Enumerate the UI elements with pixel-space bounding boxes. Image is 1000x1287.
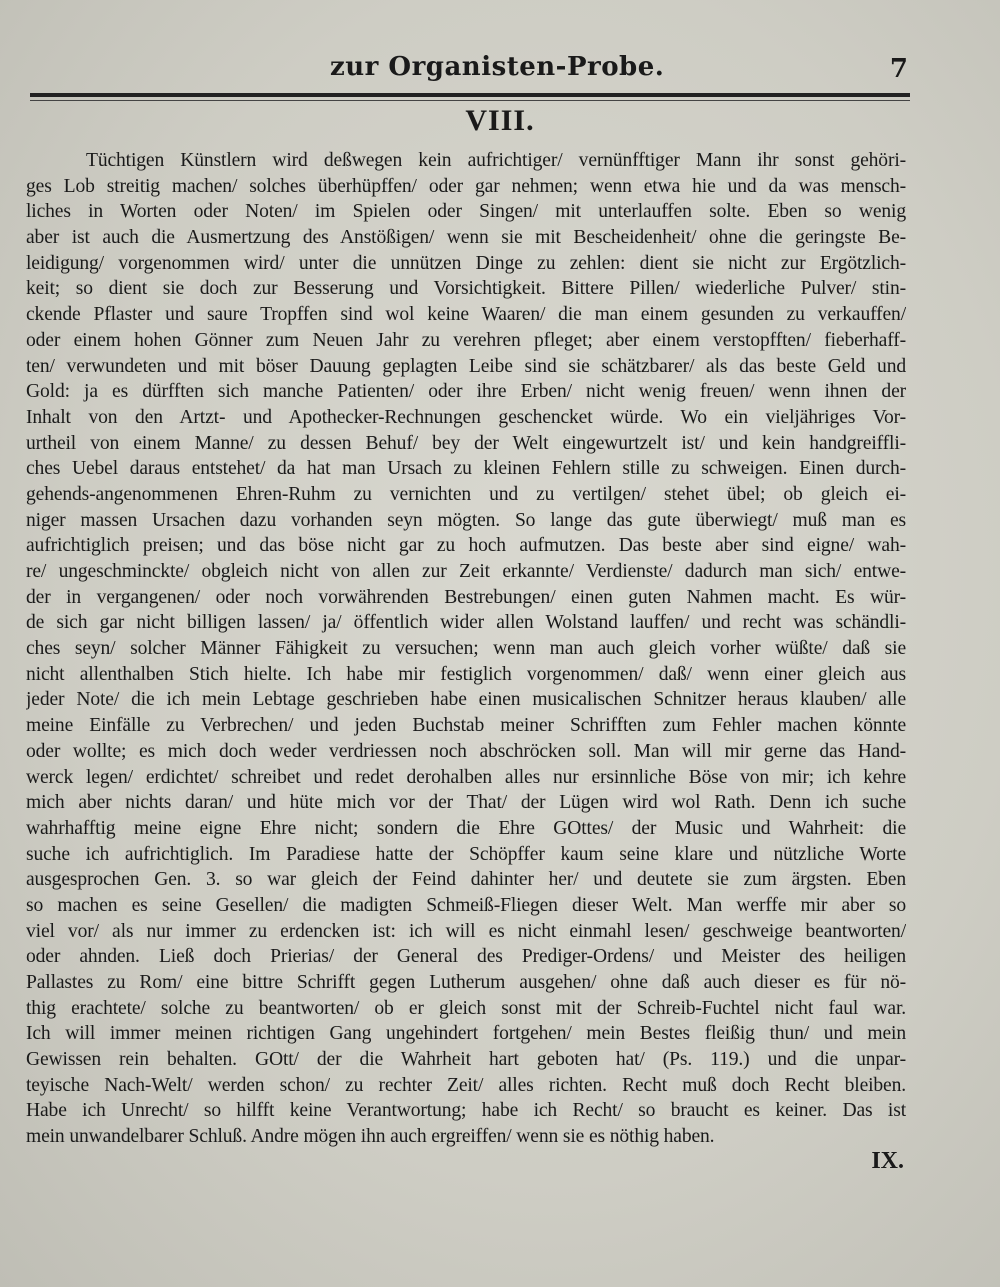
- running-title: zur Organisten-Probe.: [330, 52, 665, 82]
- text-line: meine Einfälle zu Verbrechen/ und jeden Buchstab meiner Schrifften zum Fehler machen könnte: [26, 715, 906, 737]
- text-line: nicht allenthalben Stich hielte. Ich habe mir festiglich vorgenommen/ daß/ wenn einer gleich aus: [26, 663, 906, 685]
- text-line: urtheil von einem Manne/ zu dessen Behuf/ bey der Welt eingewurtzelt ist/ und kein handgreiffli-: [26, 432, 906, 454]
- catchword: IX.: [871, 1148, 904, 1174]
- text-line: keit; so dient sie doch zur Besserung und Vorsichtigkeit. Bittere Pillen/ wiederliche Pulver/ stin-: [26, 278, 906, 300]
- text-line: ches Uebel daraus entstehet/ da hat man Ursach zu kleinen Fehlern stille zu schweigen. Einen durch-: [26, 458, 906, 480]
- text-line: leidigung/ vorgenommen wird/ unter die unnützen Dinge zu zehlen: dient sie nicht zur Ergötzlich-: [26, 252, 906, 274]
- text-line: gehends-angenommenen Ehren-Ruhm zu vernichten und zu vertilgen/ stehet übel; ob gleich ei-: [26, 483, 906, 505]
- page-header: [0, 50, 1000, 90]
- text-line: ches seyn/ solcher Männer Fähigkeit zu versuchen; wenn man auch gleich vorher wüßte/ daß sie: [26, 638, 906, 660]
- body-text: [26, 148, 906, 1150]
- text-line: ausgesprochen Gen. 3. so war gleich der Feind dahinter her/ und deutete sie zum ärgsten. Eben: [26, 869, 906, 891]
- text-line: teyische Nach-Welt/ werden schon/ zu rechter Zeit/ alles richten. Recht muß doch Recht bleiben.: [26, 1074, 906, 1096]
- text-line: jeder Note/ die ich mein Lebtage geschrieben habe einen musicalischen Schnitzer heraus klauben/ alle: [26, 689, 906, 711]
- text-line: Gold: ja es dürfften sich manche Patienten/ oder ihre Erben/ nicht wenig freuen/ wenn ihnen der: [26, 381, 906, 403]
- text-line: Tüchtigen Künstlern wird deßwegen kein aufrichtiger/ vernünfftiger Mann ihr sonst gehöri-: [86, 150, 906, 171]
- text-line: de sich gar nicht billigen lassen/ ja/ öffentlich wider allen Wolstand lauffen/ und recht was schändli-: [26, 612, 906, 634]
- page-number: 7: [889, 54, 908, 84]
- section-title: VIII.: [465, 104, 535, 137]
- text-line: oder ahnden. Ließ doch Prierias/ der General des Prediger-Ordens/ und Meister des heiligen: [26, 946, 906, 968]
- text-line: Pallastes zu Rom/ eine bittre Schrifft gegen Lutherum ausgehen/ ohne daß auch dieser es für nö-: [26, 972, 906, 993]
- text-line: aufrichtiglich preisen; und das böse nicht gar zu hoch aufmutzen. Das beste aber sind eigne/ wah-: [26, 535, 906, 557]
- text-line: liches in Worten oder Noten/ im Spielen oder Singen/ mit unterlauffen solte. Eben so wenig: [26, 201, 906, 223]
- text-line: Ich will immer meinen richtigen Gang ungehindert fortgehen/ mein Bestes fleißig thun/ und mein: [26, 1023, 906, 1045]
- text-line: aber ist auch die Ausmertzung des Anstößigen/ wenn sie mit Bescheidenheit/ ohne die geringste Be-: [26, 227, 906, 249]
- text-line: der in vergangenen/ oder noch vorwährenden Bestrebungen/ einen guten Nahmen macht. Es wür-: [26, 586, 906, 608]
- text-line: oder wollte; es mich doch weder verdriessen noch abschröcken soll. Man will mir gerne das Hand-: [26, 740, 906, 762]
- text-line: re/ ungeschminckte/ obgleich nicht von allen zur Zeit erkannte/ Verdienste/ dadurch man sich/ entwe-: [26, 561, 906, 582]
- text-line: niger massen Ursachen dazu vorhanden seyn mögten. So lange das gute überwiegt/ muß man es: [26, 509, 906, 531]
- text-line: oder einem hohen Gönner zum Neuen Jahr zu verehren pfleget; aber einem verstopfften/ fieberhaff-: [26, 329, 906, 351]
- text-line: ten/ verwundeten und mit böser Dauung geplagten Leibe sind sie schätzbarer/ als das beste Geld und: [26, 355, 906, 377]
- text-line: mich aber nichts daran/ und hüte mich vor der That/ der Lügen wird wol Rath. Denn ich suche: [26, 792, 906, 814]
- text-line: mein unwandelbarer Schluß. Andre mögen ihn auch ergreiffen/ wenn sie es nöthig haben.: [26, 1126, 715, 1148]
- text-line: ges Lob streitig machen/ solches überhüpffen/ oder gar nehmen; wenn etwa hie und da was mensch-: [26, 175, 906, 197]
- header-rule: [30, 93, 910, 97]
- text-line: wahrhafftig meine eigne Ehre nicht; sondern die Ehre GOttes/ der Music und Wahrheit: die: [26, 817, 906, 839]
- text-line: Inhalt von den Artzt- und Apothecker-Rechnungen geschencket würde. Wo ein vieljähriges Vor-: [26, 406, 906, 428]
- text-line: so machen es seine Gesellen/ die madigten Schmeiß-Fliegen dieser Welt. Man werffe mir aber so: [26, 894, 906, 916]
- header-rule-thin: [30, 100, 910, 101]
- text-line: viel vor/ als nur immer zu erdencken ist: ich will es nicht einmahl lesen/ geschweige beantworten/: [26, 920, 906, 942]
- text-line: thig erachtete/ solche zu beantworten/ ob er gleich sonst mit der Schreib-Fuchtel nicht faul war.: [26, 997, 906, 1019]
- text-line: Habe ich Unrecht/ so hilfft keine Verantwortung; habe ich Recht/ so braucht es keiner. Das ist: [26, 1100, 906, 1122]
- text-line: werck legen/ erdichtet/ schreibet und redet derohalben alles nur ersinnliche Böse von mir; ich kehre: [26, 766, 906, 788]
- text-line: ckende Pflaster und saure Tropffen sind wol keine Waaren/ die man einem gesunden zu verkauffen/: [26, 304, 906, 326]
- text-line: suche ich aufrichtiglich. Im Paradiese hatte der Schöpffer kaum seine klare und nützliche Worte: [26, 843, 906, 865]
- text-line: Gewissen rein behalten. GOtt/ der die Wahrheit hart geboten hat/ (Ps. 119.) und die unpar-: [26, 1049, 906, 1071]
